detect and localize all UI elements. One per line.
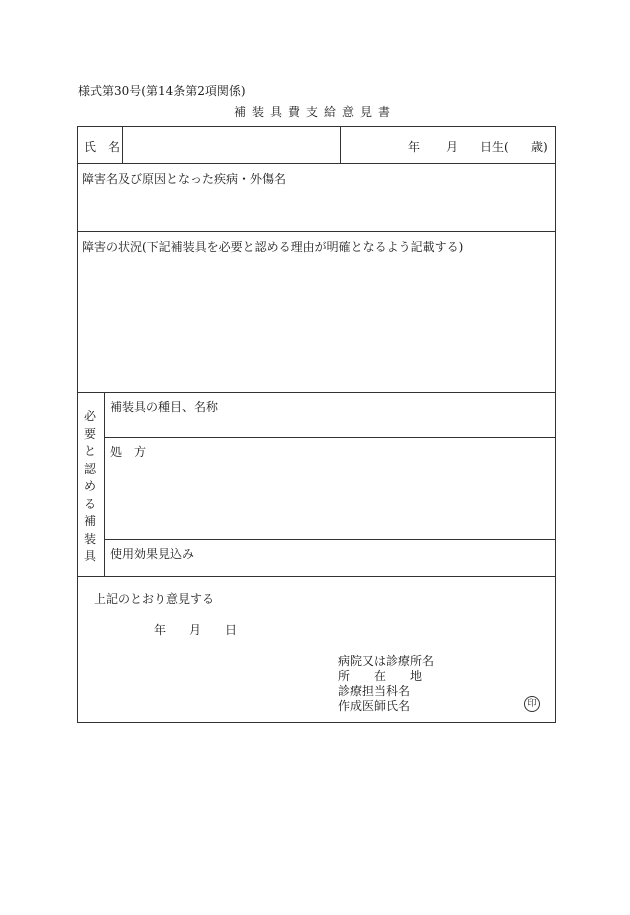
birth-year-label: 年 xyxy=(408,140,421,154)
expected-effect-label: 使用効果見込み xyxy=(110,547,195,561)
frame-right-line xyxy=(555,126,556,723)
required-device-vertical-label: 必要と認める補装具 xyxy=(84,409,97,563)
prescription-field[interactable] xyxy=(105,459,555,539)
divider-device-type xyxy=(104,437,556,438)
name-field[interactable] xyxy=(123,127,339,163)
opinion-date-year: 年 xyxy=(154,623,167,637)
device-type-label: 補装具の種目、名称 xyxy=(110,400,219,414)
disability-status-label: 障害の状況(下記補装具を必要と認める理由が明確となるよう記載する) xyxy=(82,240,464,254)
divider-cause-row xyxy=(77,231,556,232)
disability-cause-field[interactable] xyxy=(78,186,555,231)
divider-status-row xyxy=(77,392,556,393)
seal-icon: 印 xyxy=(524,696,540,712)
divider-device-section xyxy=(77,576,556,577)
age-label: 歳) xyxy=(531,140,548,154)
divider-prescription xyxy=(104,539,556,540)
location-label: 所 在 地 xyxy=(338,669,423,683)
birthdate-divider xyxy=(340,126,341,164)
expected-effect-field[interactable] xyxy=(105,561,555,576)
department-label: 診療担当科名 xyxy=(338,684,411,698)
prescription-label: 処 方 xyxy=(110,445,147,459)
hospital-name-label: 病院又は診療所名 xyxy=(338,654,435,668)
form-number: 様式第30号(第14条第2項関係) xyxy=(78,84,246,98)
opinion-date-day: 日 xyxy=(225,623,238,637)
opinion-date-month: 月 xyxy=(189,623,202,637)
divider-name-row xyxy=(77,163,556,164)
doctor-name-label: 作成医師氏名 xyxy=(338,699,411,713)
name-label: 氏 名 xyxy=(84,140,121,154)
device-type-field[interactable] xyxy=(105,414,555,437)
form-title: 補装具費支給意見書 xyxy=(233,105,396,119)
frame-bottom-line xyxy=(77,722,556,723)
disability-status-field[interactable] xyxy=(78,254,555,392)
disability-cause-label: 障害名及び原因となった疾病・外傷名 xyxy=(82,172,287,186)
opinion-statement: 上記のとおり意見する xyxy=(94,592,215,606)
birth-month-label: 月 xyxy=(446,140,459,154)
birth-day-label: 日生( xyxy=(480,140,509,154)
